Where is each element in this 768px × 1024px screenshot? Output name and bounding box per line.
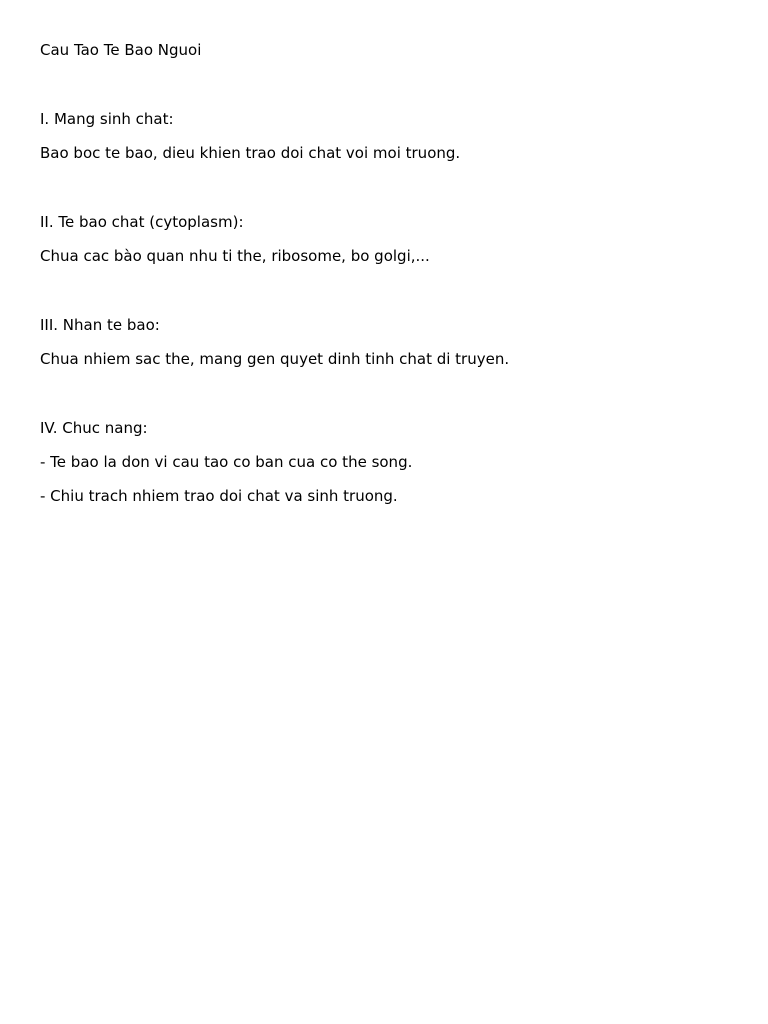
section-heading: IV. Chuc nang: <box>40 419 148 437</box>
section-text: Chua cac bào quan nhu ti the, ribosome, bo golgi,... <box>40 247 430 265</box>
document-page <box>40 41 740 505</box>
section-text: - Te bao la don vi cau tao co ban cua co the song. <box>40 453 413 471</box>
section-function <box>40 419 740 505</box>
section-membrane <box>40 110 740 162</box>
document-title: Cau Tao Te Bao Nguoi <box>40 41 202 59</box>
section-heading: III. Nhan te bao: <box>40 316 160 334</box>
section-cytoplasm <box>40 213 740 265</box>
section-nucleus <box>40 316 740 368</box>
section-text: Chua nhiem sac the, mang gen quyet dinh tinh chat di truyen. <box>40 350 510 368</box>
section-text: - Chiu trach nhiem trao doi chat va sinh truong. <box>40 487 398 505</box>
section-heading: I. Mang sinh chat: <box>40 110 174 128</box>
section-heading: II. Te bao chat (cytoplasm): <box>40 213 244 231</box>
section-text: Bao boc te bao, dieu khien trao doi chat voi moi truong. <box>40 144 461 162</box>
